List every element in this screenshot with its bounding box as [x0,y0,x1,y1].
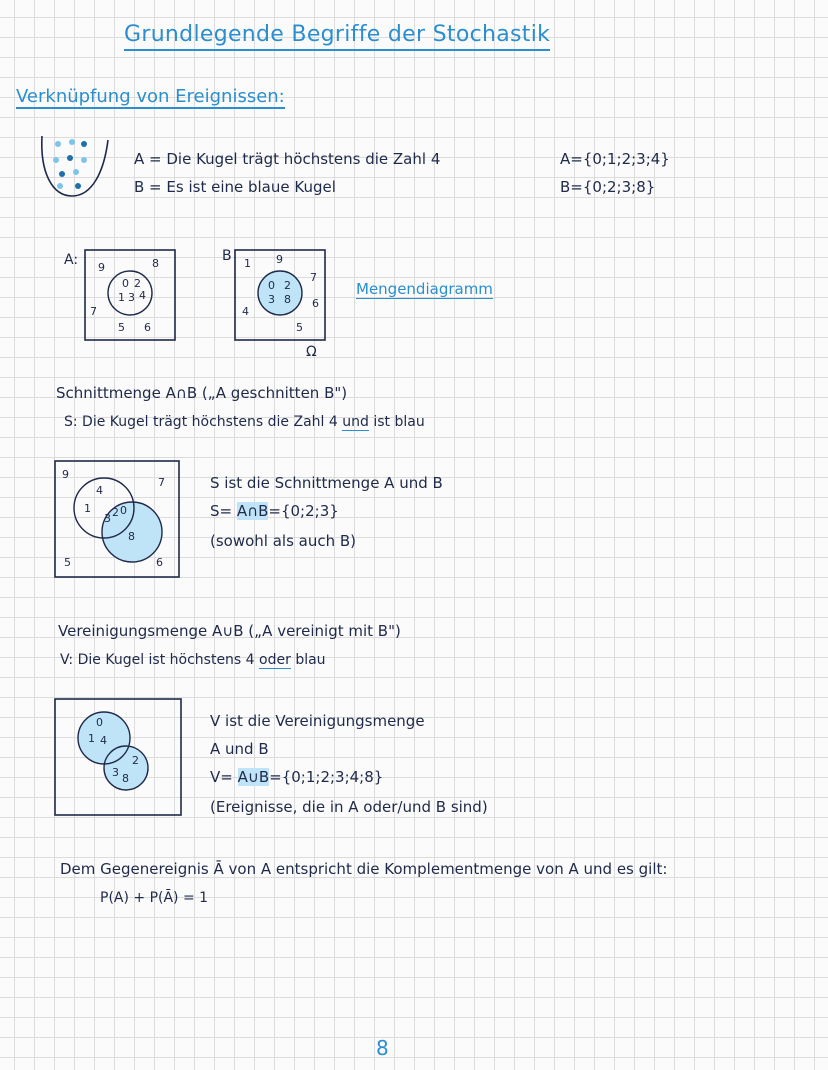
svg-text:2: 2 [134,277,141,290]
union-num-2: 2 [132,754,139,767]
int-num-3: 3 [104,512,111,525]
intersection-desc-2 [210,502,339,520]
und-word: und [342,414,369,430]
int-num-8: 8 [128,530,135,543]
union-desc-4: (Ereignisse, die in A oder/und B sind) [210,798,488,816]
venn-diagram-b [234,249,326,341]
definition-a: A = Die Kugel trägt höchstens die Zahl 4 [134,150,441,168]
union-symbol: A∪B [237,768,270,786]
svg-text:8: 8 [284,293,291,306]
union-desc-3 [210,768,383,786]
mengendiagramm-label: Mengendiagramm [356,280,493,298]
svg-text:3: 3 [268,293,275,306]
svg-text:6: 6 [144,321,151,334]
intersection-s-prefix: S= [210,502,237,520]
int-num-6: 6 [156,556,163,569]
intersection-desc-1: S ist die Schnittmenge A und B [210,474,443,492]
set-b: B={0;2;3;8} [560,178,656,196]
svg-text:2: 2 [284,279,291,292]
oder-word: oder [259,652,291,668]
union-num-4: 4 [100,734,107,747]
union-description [60,652,326,668]
intersection-text-prefix: S: Die Kugel trägt höchstens die Zahl 4 [64,414,343,430]
svg-text:4: 4 [139,289,146,302]
svg-text:9: 9 [276,253,283,266]
int-num-1: 1 [84,502,91,515]
union-set: ={0;1;2;3;4;8} [269,768,384,786]
svg-text:5: 5 [118,321,125,334]
venn-union [54,698,182,816]
section-subtitle: Verknüpfung von Ereignissen: [16,86,285,107]
svg-text:3: 3 [128,291,135,304]
union-desc-1: V ist die Vereinigungsmenge [210,712,425,730]
union-num-0: 0 [96,716,103,729]
venn-diagram-a [84,249,176,341]
int-num-4: 4 [96,484,103,497]
diagram-b-label: B [222,248,232,264]
intersection-set: ={0;2;3} [268,502,339,520]
svg-text:4: 4 [242,305,249,318]
svg-text:1: 1 [118,291,125,304]
page-number: 8 [376,1036,389,1060]
int-num-2: 2 [112,506,119,519]
union-num-1: 1 [88,732,95,745]
svg-text:1: 1 [244,257,251,270]
complement-statement: Dem Gegenereignis Ā von A entspricht die Komplementmenge von A und es gilt: [60,860,668,878]
intersection-symbol: A∩B [236,502,269,520]
union-text-prefix: V: Die Kugel ist höchstens 4 [60,652,260,668]
svg-text:7: 7 [310,271,317,284]
int-num-7: 7 [158,476,165,489]
omega-label: Ω [306,344,317,360]
intersection-description [64,414,425,430]
int-num-5: 5 [64,556,71,569]
svg-text:0: 0 [268,279,275,292]
intersection-text-suffix: ist blau [368,414,425,430]
int-num-0: 0 [120,504,127,517]
union-text-suffix: blau [290,652,326,668]
union-v-prefix: V= [210,768,238,786]
diagram-a-label: A: [64,252,79,268]
urn-icon [38,132,110,202]
svg-text:8: 8 [152,257,159,270]
intersection-heading: Schnittmenge A∩B („A geschnitten B") [56,384,348,402]
int-num-9: 9 [62,468,69,481]
page-title: Grundlegende Begriffe der Stochastik [124,22,550,51]
union-num-8: 8 [122,772,129,785]
union-heading: Vereinigungsmenge A∪B („A vereinigt mit B") [58,622,401,640]
set-a: A={0;1;2;3;4} [560,150,670,168]
probability-formula: P(A) + P(Ā) = 1 [100,890,209,906]
definition-b: B = Es ist eine blaue Kugel [134,178,336,196]
svg-text:7: 7 [90,305,97,318]
svg-text:6: 6 [312,297,319,310]
union-num-3: 3 [112,766,119,779]
venn-intersection [54,460,180,578]
svg-text:0: 0 [122,277,129,290]
svg-text:9: 9 [98,261,105,274]
svg-text:5: 5 [296,321,303,334]
union-desc-2: A und B [210,740,269,758]
intersection-desc-3: (sowohl als auch B) [210,532,357,550]
